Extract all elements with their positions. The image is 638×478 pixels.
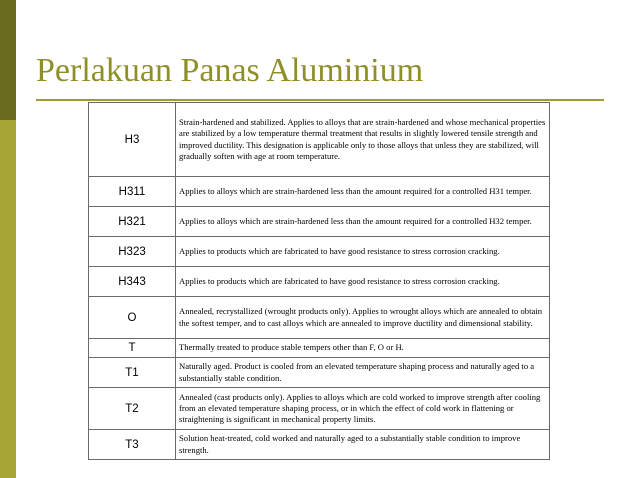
- left-accent-bar-dark: [0, 0, 16, 120]
- temper-code: H321: [89, 207, 176, 237]
- temper-code: H343: [89, 267, 176, 297]
- temper-code: H323: [89, 237, 176, 267]
- temper-description: Annealed (cast products only). Applies to alloys which are cold worked to improve strength after cooling from an elevated temperature shaping process, or in which the effect of cold work in flattening or straightening is significant in mechanical property limits.: [176, 388, 550, 430]
- table-row: [89, 237, 550, 267]
- temper-description: Applies to products which are fabricated to have good resistance to stress corrosion cracking.: [176, 237, 550, 267]
- temper-description: Thermally treated to produce stable tempers other than F, O or H.: [176, 339, 550, 358]
- table-row: [89, 388, 550, 430]
- table-row: [89, 339, 550, 358]
- temper-description: Applies to alloys which are strain-hardened less than the amount required for a controlled H31 temper.: [176, 177, 550, 207]
- temper-description: Applies to alloys which are strain-hardened less than the amount required for a controlled H32 temper.: [176, 207, 550, 237]
- temper-code: T1: [89, 358, 176, 388]
- table-row: [89, 297, 550, 339]
- temper-code: T: [89, 339, 176, 358]
- temper-code: T2: [89, 388, 176, 430]
- temper-code: O: [89, 297, 176, 339]
- temper-description: Naturally aged. Product is cooled from an elevated temperature shaping process and naturally aged to a substantially stable condition.: [176, 358, 550, 388]
- temper-code: H311: [89, 177, 176, 207]
- temper-description: Strain-hardened and stabilized. Applies to alloys that are strain-hardened and whose mechanical properties are stabilized by a low temperature thermal treatment that results in slightly lowered tensile strength and improved ductility. This designation is applicable only to those alloys that unless they are stabilized, will gradually soften with age at room temperature.: [176, 103, 550, 177]
- table-row: [89, 267, 550, 297]
- slide-title: Perlakuan Panas Aluminium: [36, 52, 424, 89]
- temper-code: H3: [89, 103, 176, 177]
- temper-description: Applies to products which are fabricated to have good resistance to stress corrosion cracking.: [176, 267, 550, 297]
- table-row: [89, 177, 550, 207]
- left-accent-bar-light: [0, 120, 16, 478]
- temper-description: Solution heat-treated, cold worked and naturally aged to a substantially stable condition to improve strength.: [176, 430, 550, 460]
- table-row: [89, 207, 550, 237]
- temper-code: T3: [89, 430, 176, 460]
- table-row: [89, 103, 550, 177]
- title-divider: [36, 99, 604, 101]
- table-row: [89, 430, 550, 460]
- table-row: [89, 358, 550, 388]
- temper-designation-table: [88, 102, 550, 460]
- temper-description: Annealed, recrystallized (wrought products only). Applies to wrought alloys which are annealed to obtain the softest temper, and to cast alloys which are annealed to improve ductility and dimensional stability.: [176, 297, 550, 339]
